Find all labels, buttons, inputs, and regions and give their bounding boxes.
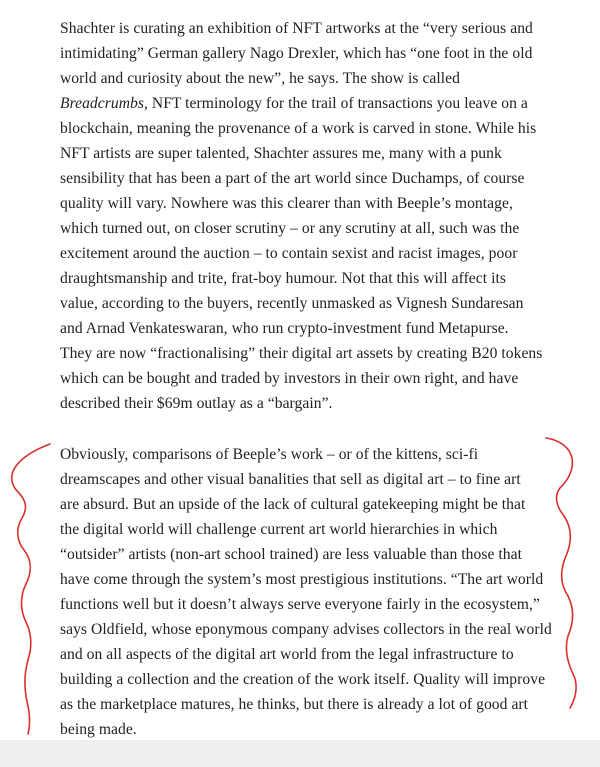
hand-drawn-left-bracket [0, 0, 60, 767]
text-line: excitement around the auction – to contain sexist and racist images, poor [60, 245, 518, 262]
text-line: and on all aspects of the digital art world from the legal infrastructure to [60, 646, 514, 663]
hand-drawn-right-bracket [540, 0, 600, 767]
text-line: Obviously, comparisons of Beeple’s work – or of the kittens, sci-fi [60, 446, 479, 463]
text-line: functions well but it doesn’t always serve everyone fairly in the ecosystem,” [60, 596, 540, 613]
article-paragraph-2 [60, 442, 552, 742]
text-line: blockchain, meaning the provenance of a work is carved in stone. While his [60, 120, 537, 137]
text-line: have come through the system’s most prestigious institutions. “The art world [60, 571, 544, 588]
text-line: quality will vary. Nowhere was this clearer than with Beeple’s montage, [60, 195, 513, 212]
article-paragraph-1 [60, 16, 548, 416]
text-line: which can be bought and traded by investors in their own right, and have [60, 370, 519, 387]
text-line: “outsider” artists (non-art school trained) are less valuable than those that [60, 546, 522, 563]
text-line: dreamscapes and other visual banalities that sell as digital art – to fine art [60, 471, 521, 488]
right-bracket-stroke [546, 438, 576, 708]
text-line: NFT artists are super talented, Shachter assures me, many with a punk [60, 145, 502, 162]
text-line: says Oldfield, whose eponymous company advises collectors in the real world [60, 621, 552, 638]
text-line: being made. [60, 721, 137, 738]
article-body [60, 16, 552, 742]
text-line: value, according to the buyers, recently unmasked as Vignesh Sundaresan [60, 295, 524, 312]
text-line: Shachter is curating an exhibition of NFT artworks at the “very serious and [60, 20, 533, 37]
text-line: building a collection and the creation of the work itself. Quality will improve [60, 671, 546, 688]
text-line: are absurd. But an upside of the lack of cultural gatekeeping might be that [60, 496, 526, 513]
text-line: sensibility that has been a part of the art world since Duchamps, of course [60, 170, 525, 187]
show-title: Breadcrumbs [60, 95, 144, 112]
page-bottom-band [0, 740, 600, 767]
text-line: the digital world will challenge current art world hierarchies in which [60, 521, 498, 538]
text-line: intimidating” German gallery Nago Drexler, which has “one foot in the old [60, 45, 533, 62]
text-line: They are now “fractionalising” their digital art assets by creating B20 tokens [60, 345, 543, 362]
text-line: described their $69m outlay as a “bargain”. [60, 395, 333, 412]
text-line: and Arnad Venkateswaran, who run crypto-investment fund Metapurse. [60, 320, 509, 337]
text-line: world and curiosity about the new”, he says. The show is called [60, 70, 460, 87]
text-line-rest: , NFT terminology for the trail of transactions you leave on a [144, 95, 528, 112]
text-line: which turned out, on closer scrutiny – or any scrutiny at all, such was the [60, 220, 520, 237]
text-line [60, 91, 548, 116]
left-bracket-stroke [12, 444, 50, 734]
text-line: as the marketplace matures, he thinks, but there is already a lot of good art [60, 696, 529, 713]
text-line: draughtsmanship and trite, frat-boy humour. Not that this will affect its [60, 270, 506, 287]
